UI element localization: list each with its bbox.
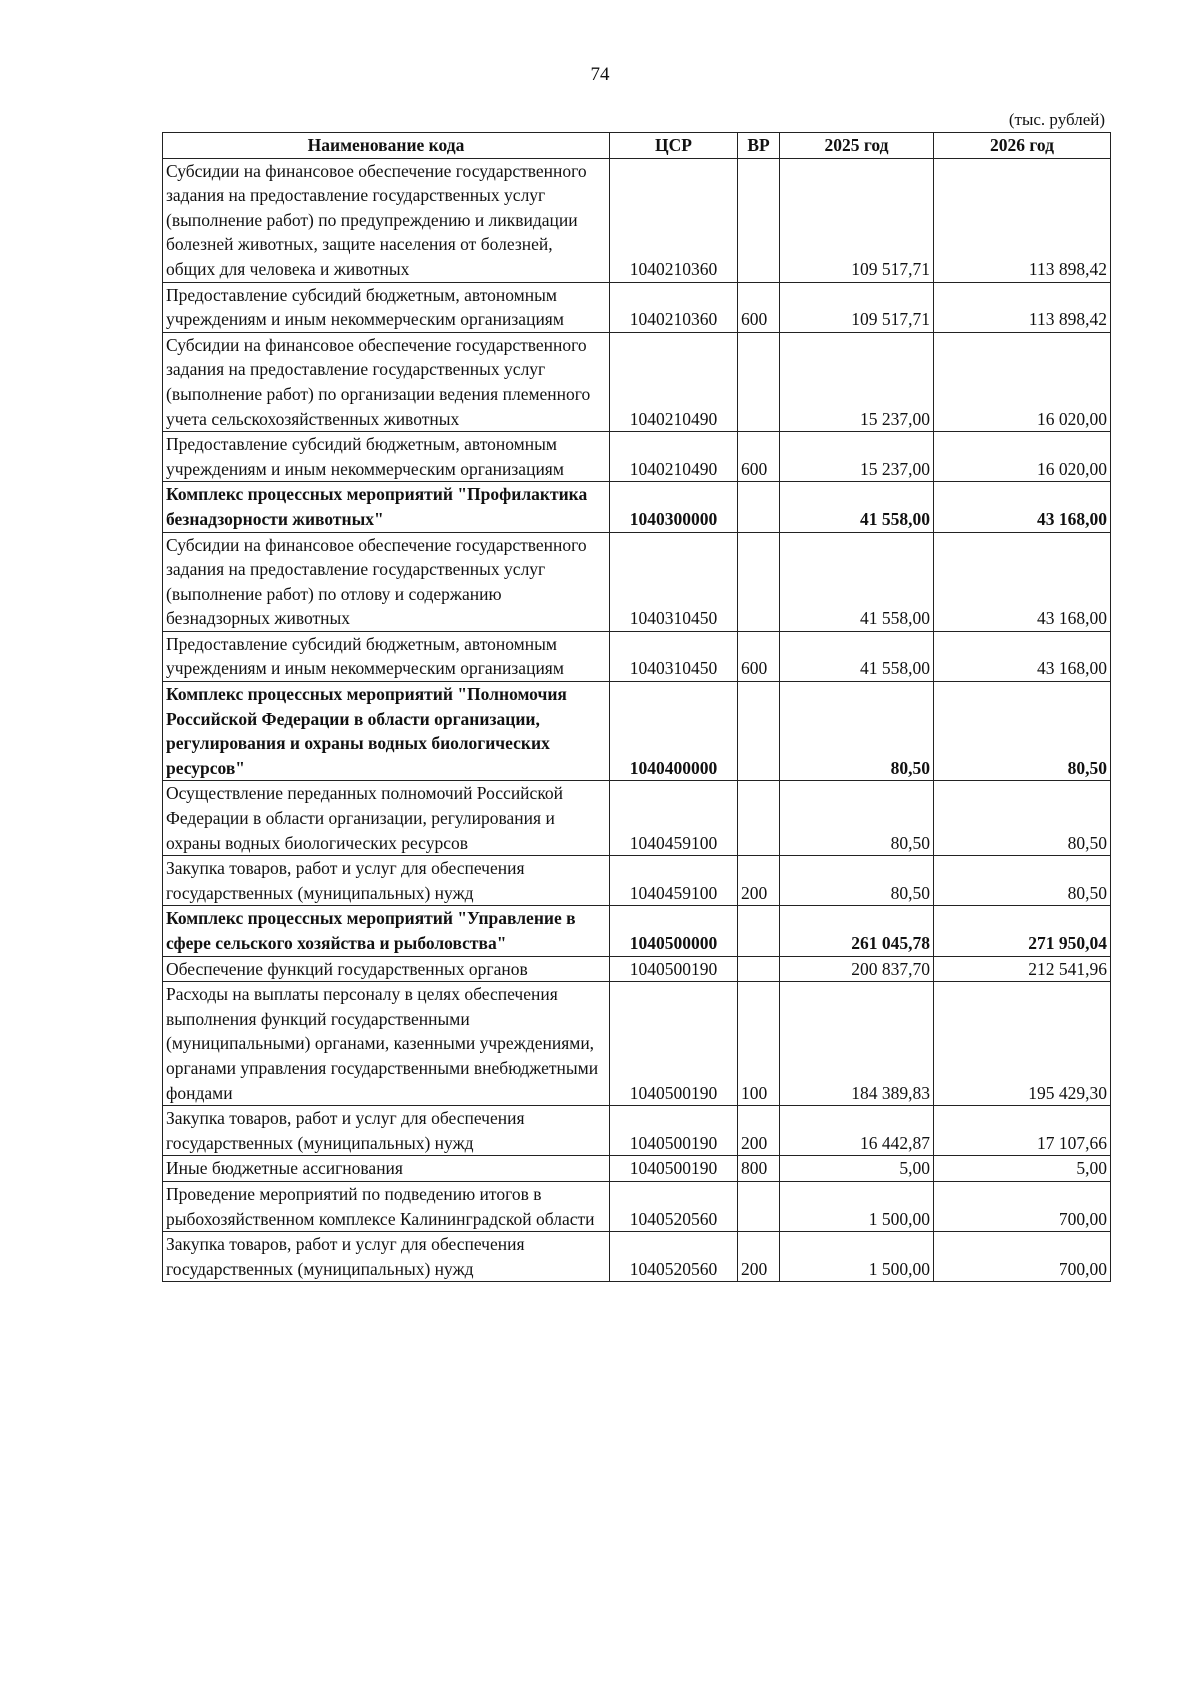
row-2026: 80,50 bbox=[934, 682, 1111, 781]
row-name: Расходы на выплаты персоналу в целях обеспечения выполнения функций государственными (муниципальными) органами, казенными учреждениями, органами управления государственными внебюджетными фондами bbox=[163, 982, 610, 1106]
row-csr: 1040520560 bbox=[610, 1181, 738, 1231]
row-2025: 15 237,00 bbox=[780, 332, 934, 431]
row-2026: 195 429,30 bbox=[934, 982, 1111, 1106]
row-csr: 1040500000 bbox=[610, 906, 738, 956]
row-2026: 80,50 bbox=[934, 856, 1111, 906]
row-2026: 113 898,42 bbox=[934, 158, 1111, 282]
row-csr: 1040210490 bbox=[610, 332, 738, 431]
row-name: Предоставление субсидий бюджетным, автономным учреждениям и иным некоммерческим организациям bbox=[163, 282, 610, 332]
row-2026: 80,50 bbox=[934, 781, 1111, 856]
header-csr: ЦСР bbox=[610, 133, 738, 159]
row-csr: 1040300000 bbox=[610, 482, 738, 532]
row-vr bbox=[738, 1181, 780, 1231]
table-row bbox=[163, 1106, 1111, 1156]
table-row bbox=[163, 856, 1111, 906]
page-number: 74 bbox=[590, 64, 610, 85]
table-row bbox=[163, 1232, 1111, 1282]
row-csr: 1040500190 bbox=[610, 956, 738, 982]
table-header-row bbox=[163, 133, 1111, 159]
table-row bbox=[163, 982, 1111, 1106]
row-2026: 43 168,00 bbox=[934, 482, 1111, 532]
row-name: Субсидии на финансовое обеспечение государственного задания на предоставление государственных услуг (выполнение работ) по отлову и содержанию безнадзорных животных bbox=[163, 532, 610, 631]
row-2025: 1 500,00 bbox=[780, 1181, 934, 1231]
row-2025: 41 558,00 bbox=[780, 532, 934, 631]
row-csr: 1040210490 bbox=[610, 432, 738, 482]
row-vr bbox=[738, 682, 780, 781]
header-2026: 2026 год bbox=[934, 133, 1111, 159]
row-name: Осуществление переданных полномочий Российской Федерации в области организации, регулирования и охраны водных биологических ресурсов bbox=[163, 781, 610, 856]
row-csr: 1040459100 bbox=[610, 856, 738, 906]
row-csr: 1040310450 bbox=[610, 532, 738, 631]
row-name: Обеспечение функций государственных органов bbox=[163, 956, 610, 982]
row-vr bbox=[738, 906, 780, 956]
table-row bbox=[163, 432, 1111, 482]
header-vr: ВР bbox=[738, 133, 780, 159]
row-2025: 200 837,70 bbox=[780, 956, 934, 982]
row-name: Комплекс процессных мероприятий "Управление в сфере сельского хозяйства и рыболовства" bbox=[163, 906, 610, 956]
row-vr: 600 bbox=[738, 631, 780, 681]
table-body bbox=[163, 158, 1111, 1282]
row-name: Предоставление субсидий бюджетным, автономным учреждениям и иным некоммерческим организациям bbox=[163, 631, 610, 681]
row-vr: 100 bbox=[738, 982, 780, 1106]
row-csr: 1040459100 bbox=[610, 781, 738, 856]
row-name: Иные бюджетные ассигнования bbox=[163, 1156, 610, 1182]
table-row bbox=[163, 631, 1111, 681]
row-2025: 80,50 bbox=[780, 781, 934, 856]
row-name: Закупка товаров, работ и услуг для обеспечения государственных (муниципальных) нужд bbox=[163, 856, 610, 906]
row-vr: 600 bbox=[738, 432, 780, 482]
row-2025: 80,50 bbox=[780, 682, 934, 781]
table-row bbox=[163, 158, 1111, 282]
row-2026: 700,00 bbox=[934, 1232, 1111, 1282]
row-csr: 1040310450 bbox=[610, 631, 738, 681]
header-2025: 2025 год bbox=[780, 133, 934, 159]
table-row bbox=[163, 482, 1111, 532]
row-name: Закупка товаров, работ и услуг для обеспечения государственных (муниципальных) нужд bbox=[163, 1106, 610, 1156]
row-vr bbox=[738, 532, 780, 631]
row-2025: 80,50 bbox=[780, 856, 934, 906]
row-name: Предоставление субсидий бюджетным, автономным учреждениям и иным некоммерческим организациям bbox=[163, 432, 610, 482]
row-vr: 200 bbox=[738, 856, 780, 906]
row-2025: 5,00 bbox=[780, 1156, 934, 1182]
row-2025: 41 558,00 bbox=[780, 482, 934, 532]
row-2026: 16 020,00 bbox=[934, 332, 1111, 431]
row-vr: 600 bbox=[738, 282, 780, 332]
table-row bbox=[163, 906, 1111, 956]
row-vr bbox=[738, 482, 780, 532]
row-csr: 1040500190 bbox=[610, 1156, 738, 1182]
table-row bbox=[163, 781, 1111, 856]
row-csr: 1040520560 bbox=[610, 1232, 738, 1282]
row-2026: 43 168,00 bbox=[934, 631, 1111, 681]
units-label: (тыс. рублей) bbox=[1008, 110, 1105, 129]
row-vr: 200 bbox=[738, 1232, 780, 1282]
row-2026: 700,00 bbox=[934, 1181, 1111, 1231]
row-2025: 109 517,71 bbox=[780, 158, 934, 282]
header-name: Наименование кода bbox=[163, 133, 610, 159]
row-csr: 1040500190 bbox=[610, 1106, 738, 1156]
row-name: Проведение мероприятий по подведению итогов в рыбохозяйственном комплексе Калининградской области bbox=[163, 1181, 610, 1231]
row-name: Закупка товаров, работ и услуг для обеспечения государственных (муниципальных) нужд bbox=[163, 1232, 610, 1282]
row-2026: 271 950,04 bbox=[934, 906, 1111, 956]
table-row bbox=[163, 956, 1111, 982]
row-vr bbox=[738, 332, 780, 431]
row-2025: 16 442,87 bbox=[780, 1106, 934, 1156]
row-vr bbox=[738, 956, 780, 982]
row-name: Комплекс процессных мероприятий "Профилактика безнадзорности животных" bbox=[163, 482, 610, 532]
row-2025: 184 389,83 bbox=[780, 982, 934, 1106]
row-vr: 800 bbox=[738, 1156, 780, 1182]
row-csr: 1040210360 bbox=[610, 158, 738, 282]
table-row bbox=[163, 532, 1111, 631]
table-row bbox=[163, 332, 1111, 431]
row-csr: 1040210360 bbox=[610, 282, 738, 332]
table-row bbox=[163, 1156, 1111, 1182]
row-2026: 212 541,96 bbox=[934, 956, 1111, 982]
table-row bbox=[163, 1181, 1111, 1231]
row-csr: 1040500190 bbox=[610, 982, 738, 1106]
row-name: Субсидии на финансовое обеспечение государственного задания на предоставление государственных услуг (выполнение работ) по организации ведения племенного учета сельскохозяйственных животных bbox=[163, 332, 610, 431]
row-2026: 5,00 bbox=[934, 1156, 1111, 1182]
row-vr bbox=[738, 158, 780, 282]
row-2026: 17 107,66 bbox=[934, 1106, 1111, 1156]
row-vr bbox=[738, 781, 780, 856]
row-2025: 109 517,71 bbox=[780, 282, 934, 332]
row-2025: 41 558,00 bbox=[780, 631, 934, 681]
row-2025: 1 500,00 bbox=[780, 1232, 934, 1282]
row-name: Субсидии на финансовое обеспечение государственного задания на предоставление государственных услуг (выполнение работ) по предупреждению и ликвидации болезней животных, защите населения от болезней, общих для человека и животных bbox=[163, 158, 610, 282]
table-row bbox=[163, 682, 1111, 781]
row-2026: 113 898,42 bbox=[934, 282, 1111, 332]
row-2025: 261 045,78 bbox=[780, 906, 934, 956]
row-2026: 16 020,00 bbox=[934, 432, 1111, 482]
row-csr: 1040400000 bbox=[610, 682, 738, 781]
row-name: Комплекс процессных мероприятий "Полномочия Российской Федерации в области организации, регулирования и охраны водных биологических ресурсов" bbox=[163, 682, 610, 781]
row-2025: 15 237,00 bbox=[780, 432, 934, 482]
table-row bbox=[163, 282, 1111, 332]
row-2026: 43 168,00 bbox=[934, 532, 1111, 631]
row-vr: 200 bbox=[738, 1106, 780, 1156]
budget-table bbox=[162, 132, 1111, 1282]
